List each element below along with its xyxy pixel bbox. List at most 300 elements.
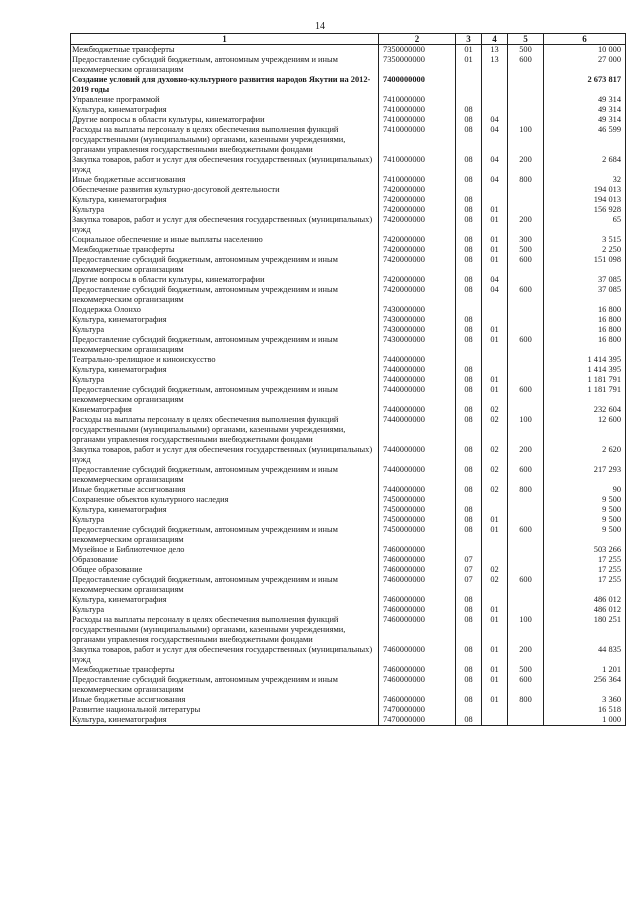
row-code: 7440000000 (379, 405, 456, 415)
row-amount: 2 250 (544, 245, 626, 255)
row-code: 7430000000 (379, 315, 456, 325)
row-expense-type: 800 (508, 695, 544, 705)
table-row (71, 245, 626, 255)
row-name: Культура, кинематография (71, 505, 379, 515)
row-expense-type (508, 705, 544, 715)
row-expense-type (508, 75, 544, 95)
row-amount: 1 181 791 (544, 385, 626, 405)
row-amount: 1 000 (544, 715, 626, 726)
row-expense-type: 100 (508, 615, 544, 645)
row-section (456, 305, 482, 315)
row-subsection (482, 185, 508, 195)
row-subsection (482, 105, 508, 115)
column-header: 6 (544, 34, 626, 45)
row-section: 08 (456, 325, 482, 335)
row-section: 08 (456, 125, 482, 155)
row-name: Предоставление субсидий бюджетным, автономным учреждениям и иным некоммерческим организациям (71, 575, 379, 595)
row-amount: 9 500 (544, 515, 626, 525)
row-section: 08 (456, 405, 482, 415)
table-row (71, 125, 626, 155)
row-section (456, 95, 482, 105)
row-amount: 256 364 (544, 675, 626, 695)
table-row (71, 545, 626, 555)
row-expense-type (508, 365, 544, 375)
row-code: 7460000000 (379, 675, 456, 695)
row-section: 08 (456, 675, 482, 695)
row-expense-type (508, 595, 544, 605)
row-amount: 1 414 395 (544, 355, 626, 365)
row-expense-type: 600 (508, 575, 544, 595)
row-section (456, 185, 482, 195)
row-code: 7450000000 (379, 495, 456, 505)
row-subsection: 01 (482, 515, 508, 525)
row-amount: 1 201 (544, 665, 626, 675)
row-section: 08 (456, 595, 482, 605)
row-name: Предоставление субсидий бюджетным, автономным учреждениям и иным некоммерческим организациям (71, 55, 379, 75)
row-amount: 16 518 (544, 705, 626, 715)
row-expense-type: 600 (508, 465, 544, 485)
row-amount: 16 800 (544, 305, 626, 315)
row-subsection: 01 (482, 605, 508, 615)
row-amount: 180 251 (544, 615, 626, 645)
row-name: Предоставление субсидий бюджетным, автономным учреждениям и иным некоммерческим организациям (71, 675, 379, 695)
row-name: Культура (71, 375, 379, 385)
row-section: 08 (456, 215, 482, 235)
row-subsection: 04 (482, 285, 508, 305)
row-section: 07 (456, 575, 482, 595)
row-name: Театрально-зрелищное и киноискусство (71, 355, 379, 365)
row-expense-type: 600 (508, 55, 544, 75)
row-code: 7410000000 (379, 125, 456, 155)
row-section: 07 (456, 565, 482, 575)
row-subsection: 01 (482, 335, 508, 355)
table-row (71, 695, 626, 705)
row-amount: 49 314 (544, 95, 626, 105)
row-amount: 1 181 791 (544, 375, 626, 385)
table-row (71, 495, 626, 505)
row-name: Предоставление субсидий бюджетным, автономным учреждениям и иным некоммерческим организациям (71, 465, 379, 485)
row-code: 7450000000 (379, 505, 456, 515)
row-subsection (482, 365, 508, 375)
table-body (71, 45, 626, 726)
table-row (71, 575, 626, 595)
row-code: 7410000000 (379, 115, 456, 125)
row-expense-type (508, 315, 544, 325)
row-subsection: 04 (482, 115, 508, 125)
row-code: 7410000000 (379, 175, 456, 185)
row-expense-type (508, 545, 544, 555)
row-code: 7460000000 (379, 555, 456, 565)
row-subsection: 04 (482, 175, 508, 185)
table-row (71, 415, 626, 445)
row-subsection: 01 (482, 665, 508, 675)
table-row (71, 485, 626, 495)
table-row (71, 405, 626, 415)
row-subsection: 02 (482, 415, 508, 445)
row-amount: 44 835 (544, 645, 626, 665)
table-row (71, 505, 626, 515)
row-code: 7440000000 (379, 365, 456, 375)
row-amount: 3 360 (544, 695, 626, 705)
row-amount: 65 (544, 215, 626, 235)
row-amount: 9 500 (544, 525, 626, 545)
row-name: Культура (71, 515, 379, 525)
row-expense-type (508, 195, 544, 205)
table-row (71, 205, 626, 215)
row-expense-type: 800 (508, 175, 544, 185)
table-row (71, 515, 626, 525)
row-name: Иные бюджетные ассигнования (71, 695, 379, 705)
table-row (71, 285, 626, 305)
row-amount: 16 800 (544, 335, 626, 355)
row-subsection: 02 (482, 465, 508, 485)
row-subsection (482, 715, 508, 726)
row-name: Расходы на выплаты персоналу в целях обеспечения выполнения функций государственными (муниципальными) органами, казенными учреждениями, органами управления государственными внебюджетными фондами (71, 415, 379, 445)
row-name: Предоставление субсидий бюджетным, автономным учреждениям и иным некоммерческим организациям (71, 525, 379, 545)
row-code: 7460000000 (379, 645, 456, 665)
row-code: 7470000000 (379, 715, 456, 726)
table-row (71, 155, 626, 175)
row-section: 08 (456, 255, 482, 275)
table-row (71, 55, 626, 75)
row-section (456, 495, 482, 505)
row-amount: 16 800 (544, 315, 626, 325)
row-name: Предоставление субсидий бюджетным, автономным учреждениям и иным некоммерческим организациям (71, 385, 379, 405)
row-amount: 16 800 (544, 325, 626, 335)
row-expense-type: 600 (508, 385, 544, 405)
row-amount: 2 673 817 (544, 75, 626, 95)
row-code: 7450000000 (379, 515, 456, 525)
table-row (71, 305, 626, 315)
table-row (71, 315, 626, 325)
row-amount: 46 599 (544, 125, 626, 155)
row-subsection (482, 705, 508, 715)
table-header (71, 34, 626, 45)
row-amount: 12 600 (544, 415, 626, 445)
row-code: 7460000000 (379, 595, 456, 605)
row-subsection: 01 (482, 615, 508, 645)
row-code: 7420000000 (379, 285, 456, 305)
row-code: 7440000000 (379, 465, 456, 485)
row-expense-type (508, 605, 544, 615)
row-amount: 503 266 (544, 545, 626, 555)
row-name: Иные бюджетные ассигнования (71, 485, 379, 495)
row-expense-type (508, 115, 544, 125)
page-number: 14 (315, 21, 325, 32)
row-expense-type: 600 (508, 675, 544, 695)
row-subsection: 01 (482, 695, 508, 705)
row-amount: 3 515 (544, 235, 626, 245)
row-code: 7460000000 (379, 695, 456, 705)
row-subsection: 01 (482, 525, 508, 545)
row-subsection: 13 (482, 45, 508, 56)
row-expense-type: 500 (508, 665, 544, 675)
row-code: 7420000000 (379, 195, 456, 205)
row-expense-type (508, 95, 544, 105)
row-section: 08 (456, 375, 482, 385)
row-subsection (482, 195, 508, 205)
row-section: 08 (456, 205, 482, 215)
row-section: 08 (456, 335, 482, 355)
row-name: Расходы на выплаты персоналу в целях обеспечения выполнения функций государственными (муниципальными) органами, казенными учреждениями, органами управления государственными внебюджетными фондами (71, 615, 379, 645)
row-amount: 1 414 395 (544, 365, 626, 375)
row-code: 7420000000 (379, 215, 456, 235)
row-subsection: 02 (482, 575, 508, 595)
row-amount: 194 013 (544, 185, 626, 195)
row-expense-type: 500 (508, 45, 544, 56)
table-row (71, 215, 626, 235)
row-amount: 49 314 (544, 105, 626, 115)
row-subsection: 02 (482, 445, 508, 465)
row-name: Развитие национальной литературы (71, 705, 379, 715)
row-code: 7440000000 (379, 385, 456, 405)
row-expense-type (508, 105, 544, 115)
table-row (71, 325, 626, 335)
row-code: 7420000000 (379, 185, 456, 195)
row-expense-type: 200 (508, 445, 544, 465)
row-expense-type (508, 715, 544, 726)
row-name: Культура, кинематография (71, 195, 379, 205)
row-name: Управление программой (71, 95, 379, 105)
row-name: Иные бюджетные ассигнования (71, 175, 379, 185)
row-expense-type (508, 305, 544, 315)
row-section: 08 (456, 175, 482, 185)
row-section: 08 (456, 115, 482, 125)
table-row (71, 605, 626, 615)
row-expense-type: 600 (508, 335, 544, 355)
row-expense-type: 200 (508, 155, 544, 175)
row-section: 01 (456, 55, 482, 75)
table-row (71, 665, 626, 675)
table-row (71, 715, 626, 726)
row-expense-type: 200 (508, 645, 544, 665)
row-expense-type (508, 405, 544, 415)
table-row (71, 115, 626, 125)
row-section (456, 705, 482, 715)
row-code: 7350000000 (379, 45, 456, 56)
row-subsection (482, 555, 508, 565)
row-subsection (482, 595, 508, 605)
row-section: 08 (456, 485, 482, 495)
row-name: Другие вопросы в области культуры, кинематографии (71, 275, 379, 285)
row-amount: 486 012 (544, 595, 626, 605)
row-name: Предоставление субсидий бюджетным, автономным учреждениям и иным некоммерческим организациям (71, 255, 379, 275)
row-code: 7430000000 (379, 305, 456, 315)
row-amount: 2 684 (544, 155, 626, 175)
table-row (71, 675, 626, 695)
row-subsection (482, 355, 508, 365)
table-row (71, 525, 626, 545)
row-code: 7470000000 (379, 705, 456, 715)
row-subsection: 01 (482, 245, 508, 255)
row-amount: 49 314 (544, 115, 626, 125)
row-expense-type (508, 275, 544, 285)
table-row (71, 645, 626, 665)
row-section: 08 (456, 415, 482, 445)
table-row (71, 335, 626, 355)
row-name: Закупка товаров, работ и услуг для обеспечения государственных (муниципальных) нужд (71, 155, 379, 175)
row-name: Общее образование (71, 565, 379, 575)
table-row (71, 385, 626, 405)
row-name: Музейное и Библиотечное дело (71, 545, 379, 555)
row-name: Сохранение объектов культурного наследия (71, 495, 379, 505)
row-name: Закупка товаров, работ и услуг для обеспечения государственных (муниципальных) нужд (71, 445, 379, 465)
row-amount: 17 255 (544, 575, 626, 595)
row-name: Культура, кинематография (71, 715, 379, 726)
row-code: 7410000000 (379, 95, 456, 105)
row-expense-type (508, 565, 544, 575)
row-section: 08 (456, 525, 482, 545)
row-subsection: 13 (482, 55, 508, 75)
row-section: 07 (456, 555, 482, 565)
row-amount: 151 098 (544, 255, 626, 275)
table-row (71, 375, 626, 385)
column-header: 4 (482, 34, 508, 45)
row-subsection: 04 (482, 125, 508, 155)
row-section: 08 (456, 245, 482, 255)
row-amount: 156 928 (544, 205, 626, 215)
row-code: 7430000000 (379, 335, 456, 355)
row-name: Культура (71, 605, 379, 615)
row-name: Предоставление субсидий бюджетным, автономным учреждениям и иным некоммерческим организациям (71, 335, 379, 355)
row-name: Другие вопросы в области культуры, кинематографии (71, 115, 379, 125)
row-subsection: 01 (482, 235, 508, 245)
row-expense-type: 600 (508, 255, 544, 275)
row-expense-type: 800 (508, 485, 544, 495)
row-subsection (482, 75, 508, 95)
budget-table (70, 33, 626, 726)
row-code: 7450000000 (379, 525, 456, 545)
row-expense-type: 200 (508, 215, 544, 235)
row-name: Культура, кинематография (71, 315, 379, 325)
row-code: 7460000000 (379, 575, 456, 595)
row-name: Расходы на выплаты персоналу в целях обеспечения выполнения функций государственными (муниципальными) органами, казенными учреждениями, органами управления государственными внебюджетными фондами (71, 125, 379, 155)
row-expense-type (508, 205, 544, 215)
row-subsection: 01 (482, 375, 508, 385)
row-subsection: 01 (482, 205, 508, 215)
row-subsection: 01 (482, 325, 508, 335)
row-code: 7460000000 (379, 665, 456, 675)
row-subsection (482, 545, 508, 555)
row-name: Культура, кинематография (71, 595, 379, 605)
table-row (71, 195, 626, 205)
row-code: 7440000000 (379, 355, 456, 365)
row-code: 7350000000 (379, 55, 456, 75)
row-expense-type (508, 515, 544, 525)
row-expense-type: 600 (508, 525, 544, 545)
row-expense-type (508, 355, 544, 365)
row-name: Создание условий для духовно-культурного развития народов Якутии на 2012-2019 годы (71, 75, 379, 95)
row-amount: 232 604 (544, 405, 626, 415)
row-name: Культура, кинематография (71, 365, 379, 375)
row-name: Межбюджетные трансферты (71, 45, 379, 56)
row-section: 08 (456, 385, 482, 405)
row-amount: 9 500 (544, 505, 626, 515)
row-subsection (482, 315, 508, 325)
row-amount: 10 000 (544, 45, 626, 56)
row-name: Закупка товаров, работ и услуг для обеспечения государственных (муниципальных) нужд (71, 215, 379, 235)
row-section: 08 (456, 365, 482, 375)
row-code: 7440000000 (379, 445, 456, 465)
row-subsection: 01 (482, 215, 508, 235)
row-section (456, 545, 482, 555)
column-header: 5 (508, 34, 544, 45)
table-row (71, 175, 626, 185)
row-code: 7460000000 (379, 615, 456, 645)
row-amount: 90 (544, 485, 626, 495)
row-name: Межбюджетные трансферты (71, 245, 379, 255)
row-section: 08 (456, 445, 482, 465)
table-row (71, 185, 626, 195)
row-section: 08 (456, 605, 482, 615)
table-row (71, 595, 626, 605)
row-subsection: 04 (482, 155, 508, 175)
row-code: 7420000000 (379, 235, 456, 245)
row-code: 7420000000 (379, 275, 456, 285)
table-row (71, 355, 626, 365)
row-section: 08 (456, 285, 482, 305)
row-subsection: 01 (482, 255, 508, 275)
row-code: 7440000000 (379, 485, 456, 495)
row-expense-type (508, 375, 544, 385)
row-code: 7440000000 (379, 375, 456, 385)
table-row (71, 275, 626, 285)
row-expense-type: 300 (508, 235, 544, 245)
row-subsection: 02 (482, 485, 508, 495)
row-name: Закупка товаров, работ и услуг для обеспечения государственных (муниципальных) нужд (71, 645, 379, 665)
row-section: 08 (456, 155, 482, 175)
table-row (71, 235, 626, 245)
row-section: 08 (456, 695, 482, 705)
row-subsection (482, 305, 508, 315)
row-code: 7460000000 (379, 605, 456, 615)
row-section: 08 (456, 645, 482, 665)
row-section: 08 (456, 235, 482, 245)
table-row (71, 365, 626, 375)
table-row (71, 105, 626, 115)
table-row (71, 445, 626, 465)
row-amount: 17 255 (544, 565, 626, 575)
column-header: 3 (456, 34, 482, 45)
row-section: 08 (456, 195, 482, 205)
row-code: 7410000000 (379, 105, 456, 115)
row-subsection: 01 (482, 385, 508, 405)
row-expense-type (508, 495, 544, 505)
row-amount: 2 620 (544, 445, 626, 465)
row-name: Обеспечение развития культурно-досуговой деятельности (71, 185, 379, 195)
row-subsection (482, 495, 508, 505)
row-section: 08 (456, 515, 482, 525)
row-name: Культура (71, 205, 379, 215)
row-subsection (482, 95, 508, 105)
row-expense-type: 600 (508, 285, 544, 305)
row-expense-type: 100 (508, 415, 544, 445)
row-section: 08 (456, 465, 482, 485)
row-name: Поддержка Олонхо (71, 305, 379, 315)
row-amount: 27 000 (544, 55, 626, 75)
row-section: 08 (456, 105, 482, 115)
row-code: 7460000000 (379, 545, 456, 555)
row-expense-type (508, 185, 544, 195)
row-code: 7440000000 (379, 415, 456, 445)
row-subsection: 04 (482, 275, 508, 285)
row-expense-type (508, 555, 544, 565)
table-row (71, 615, 626, 645)
row-name: Кинематография (71, 405, 379, 415)
table-row (71, 75, 626, 95)
table-row (71, 465, 626, 485)
row-name: Предоставление субсидий бюджетным, автономным учреждениям и иным некоммерческим организациям (71, 285, 379, 305)
